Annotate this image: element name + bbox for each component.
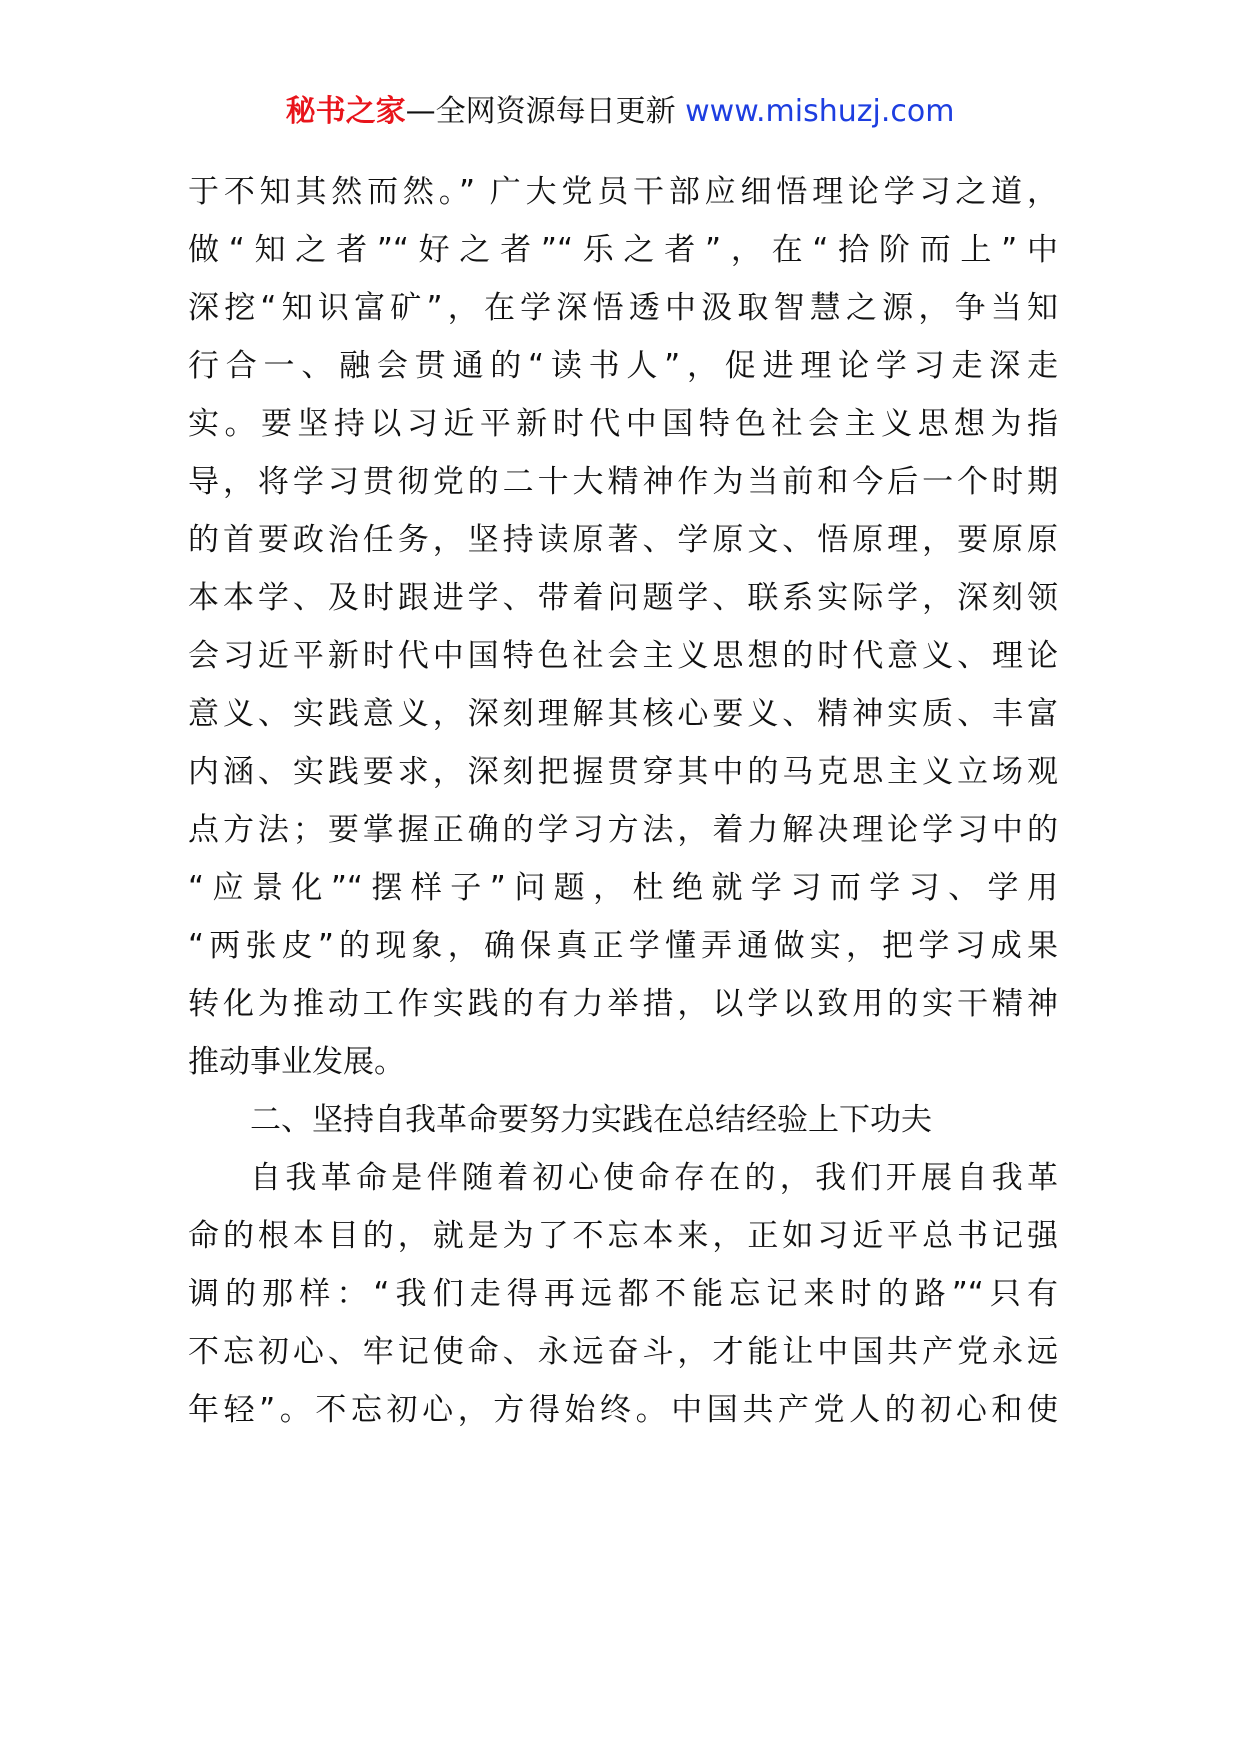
- text-line: 自我革命是伴随着初心使命存在的，我们开展自我革: [250, 1160, 1058, 1196]
- text-line: 本本学、及时跟进学、带着问题学、联系实际学，深刻领: [188, 580, 1058, 616]
- text-line: 导，将学习贯彻党的二十大精神作为当前和今后一个时期: [188, 464, 1058, 500]
- text-line: 意义、实践意义，深刻理解其核心要义、精神实质、丰富: [188, 696, 1058, 732]
- text-line: 行合一、融会贯通的“读书人”，促进理论学习走深走: [188, 348, 1058, 384]
- text-line: 会习近平新时代中国特色社会主义思想的时代意义、理论: [188, 638, 1058, 674]
- header-tagline: —全网资源每日更新: [405, 94, 686, 129]
- text-line: 不忘初心、牢记使命、永远奋斗，才能让中国共产党永远: [188, 1334, 1058, 1370]
- text-line: 于不知其然而然。” 广大党员干部应细悟理论学习之道，: [188, 174, 1058, 210]
- text-line: 年轻”。不忘初心，方得始终。中国共产党人的初心和使: [188, 1392, 1058, 1428]
- text-line: 内涵、实践要求，深刻把握贯穿其中的马克思主义立场观: [188, 754, 1058, 790]
- site-url-link[interactable]: www.mishuzj.com: [685, 94, 955, 129]
- document-body: [188, 163, 1058, 1439]
- text-line: 调的那样：“我们走得再远都不能忘记来时的路”“只有: [188, 1276, 1058, 1312]
- text-line: 实。要坚持以习近平新时代中国特色社会主义思想为指: [188, 406, 1058, 442]
- text-line: “两张皮”的现象，确保真正学懂弄通做实，把学习成果: [188, 928, 1058, 964]
- brand-name: 秘书之家: [285, 94, 406, 129]
- site-header: [0, 92, 1240, 132]
- text-line: 推动事业发展。: [188, 1044, 405, 1080]
- text-line: 转化为推动工作实践的有力举措，以学以致用的实干精神: [188, 986, 1058, 1022]
- text-line: 做“知之者”“好之者”“乐之者”，在“拾阶而上”中: [188, 232, 1058, 268]
- text-line: 点方法；要掌握正确的学习方法，着力解决理论学习中的: [188, 812, 1058, 848]
- section-heading: 二、坚持自我革命要努力实践在总结经验上下功夫: [250, 1102, 932, 1138]
- text-line: 的首要政治任务，坚持读原著、学原文、悟原理，要原原: [188, 522, 1058, 558]
- text-line: “应景化”“摆样子”问题，杜绝就学习而学习、学用: [188, 870, 1058, 906]
- text-line: 命的根本目的，就是为了不忘本来，正如习近平总书记强: [188, 1218, 1058, 1254]
- text-line: 深挖“知识富矿”，在学深悟透中汲取智慧之源，争当知: [188, 290, 1058, 326]
